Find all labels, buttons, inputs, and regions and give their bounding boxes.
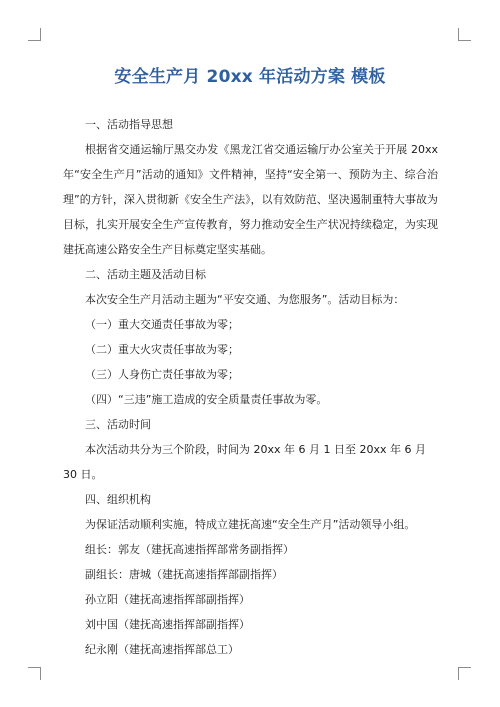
section-2-heading: 二、活动主题及活动目标: [85, 268, 206, 281]
member-item: 孙立阳（建抚高速指挥部副指挥）: [85, 593, 250, 606]
document-title: 安全生产月 20xx 年活动方案 模板: [114, 67, 386, 87]
goal-item: （四）“三违”施工造成的安全质量责任事故为零。: [85, 393, 328, 406]
section-3-heading: 三、活动时间: [85, 418, 151, 431]
section-1-paragraph: 根据省交通运输厅黑交办发《黑龙江省交通运输厅办公室关于开展 20xx 年“安全生产月”活动的通知》文件精神，坚持“安全第一、预防为主、综合治理”的方针，深入贯彻新《安全生产法》，以有效防范、坚决遏制重特大事故为目标，扎实开展安全生产宣传教育，努力推动安全生产状况持续稳定，为实现建抚高速公路安全生产目标奠定坚实基础。: [63, 143, 438, 256]
crop-mark-bottom-left: [28, 667, 41, 680]
goal-item: （一）重大交通责任事故为零；: [85, 318, 239, 331]
section-1-heading: 一、活动指导思想: [85, 118, 173, 131]
crop-mark-top-left: [28, 28, 41, 41]
member-item: 纪永刚（建抚高速指挥部总工）: [85, 643, 239, 656]
crop-mark-bottom-right: [458, 667, 471, 680]
section-4-heading: 四、组织机构: [85, 493, 151, 506]
section-4-intro: 为保证活动顺利实施，特成立建抚高速“安全生产月”活动领导小组。: [85, 518, 416, 531]
goal-item: （三）人身伤亡责任事故为零；: [85, 368, 239, 381]
crop-mark-top-right: [458, 28, 471, 41]
section-3-paragraph: 本次活动共分为三个阶段，时间为 20xx 年 6 月 1 日至 20xx 年 6 月 30 日。: [63, 443, 426, 481]
section-2-intro: 本次安全生产月活动主题为“平安交通、为您服务”。活动目标为：: [85, 293, 405, 306]
member-item: 刘中国（建抚高速指挥部副指挥）: [85, 618, 250, 631]
goal-item: （二）重大火灾责任事故为零；: [85, 343, 239, 356]
member-item: 组长：郭友（建抚高速指挥部常务副指挥）: [85, 543, 294, 556]
member-item: 副组长：唐城（建抚高速指挥部副指挥）: [85, 568, 283, 581]
document-body: [63, 112, 438, 662]
